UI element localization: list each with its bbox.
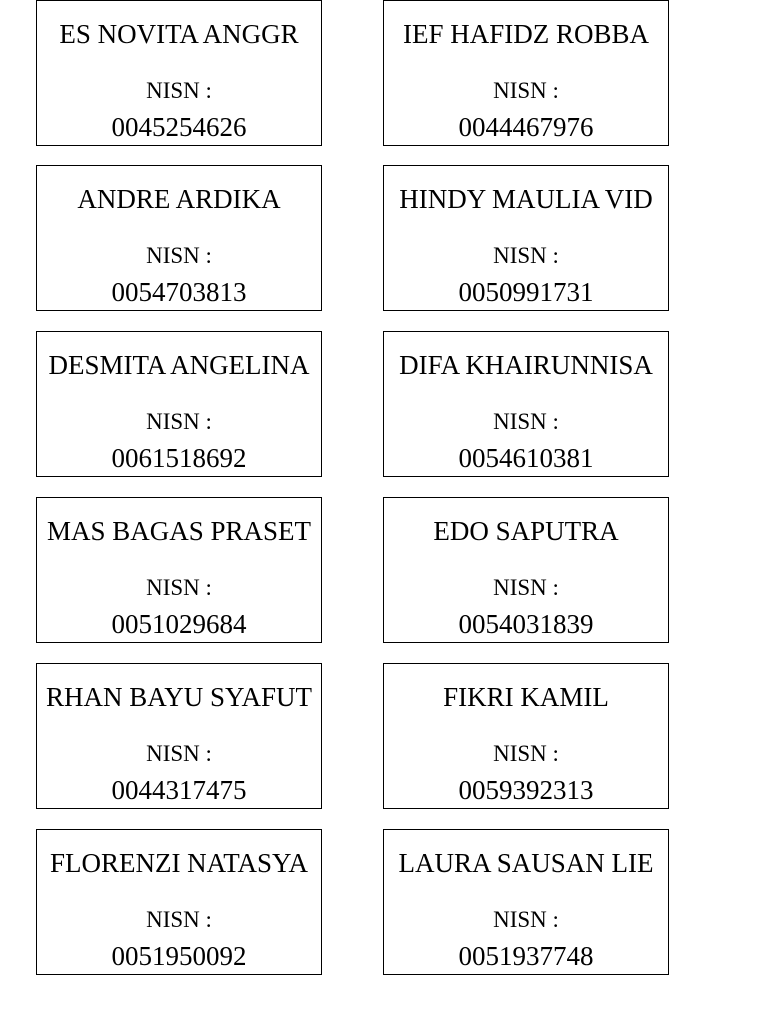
nisn-label: NISN : [493, 243, 559, 268]
nisn-value: 0044317475 [111, 775, 247, 805]
student-card [36, 663, 322, 809]
student-name: ES NOVITA ANGGR [59, 19, 299, 49]
nisn-value: 0051029684 [111, 609, 247, 639]
student-name: LAURA SAUSAN LIE [398, 848, 654, 878]
nisn-label: NISN : [146, 243, 212, 268]
nisn-value: 0054610381 [458, 443, 594, 473]
nisn-value: 0045254626 [111, 112, 247, 142]
student-name: DESMITA ANGELINA [48, 350, 310, 380]
nisn-label: NISN : [493, 575, 559, 600]
student-card [383, 0, 669, 146]
student-card [36, 0, 322, 146]
nisn-value: 0051950092 [111, 941, 247, 971]
nisn-label: NISN : [493, 907, 559, 932]
student-card [383, 165, 669, 311]
nisn-value: 0051937748 [458, 941, 594, 971]
student-name: DIFA KHAIRUNNISA [399, 350, 653, 380]
nisn-value: 0061518692 [111, 443, 247, 473]
student-name: FLORENZI NATASYA [49, 848, 309, 878]
nisn-label: NISN : [493, 409, 559, 434]
student-card [383, 331, 669, 477]
nisn-label: NISN : [146, 575, 212, 600]
nisn-value: 0054703813 [111, 277, 247, 307]
student-card [36, 165, 322, 311]
nisn-label: NISN : [493, 78, 559, 103]
nisn-value: 0044467976 [458, 112, 594, 142]
student-name: EDO SAPUTRA [433, 516, 619, 546]
nisn-value: 0050991731 [458, 277, 594, 307]
nisn-value: 0054031839 [458, 609, 594, 639]
nisn-label: NISN : [146, 741, 212, 766]
student-card [36, 829, 322, 975]
student-card [383, 663, 669, 809]
nisn-label: NISN : [493, 741, 559, 766]
student-name: FIKRI KAMIL [443, 682, 609, 712]
student-card [383, 497, 669, 643]
student-name: HINDY MAULIA VID [399, 184, 653, 214]
student-card [383, 829, 669, 975]
nisn-value: 0059392313 [458, 775, 594, 805]
student-card [36, 497, 322, 643]
student-name: RHAN BAYU SYAFUT [45, 682, 313, 712]
student-name: ANDRE ARDIKA [77, 184, 281, 214]
nisn-label: NISN : [146, 907, 212, 932]
nisn-label: NISN : [146, 409, 212, 434]
student-card [36, 331, 322, 477]
student-name: MAS BAGAS PRASET [46, 516, 312, 546]
student-name: IEF HAFIDZ ROBBA [402, 19, 650, 49]
nisn-label: NISN : [146, 78, 212, 103]
